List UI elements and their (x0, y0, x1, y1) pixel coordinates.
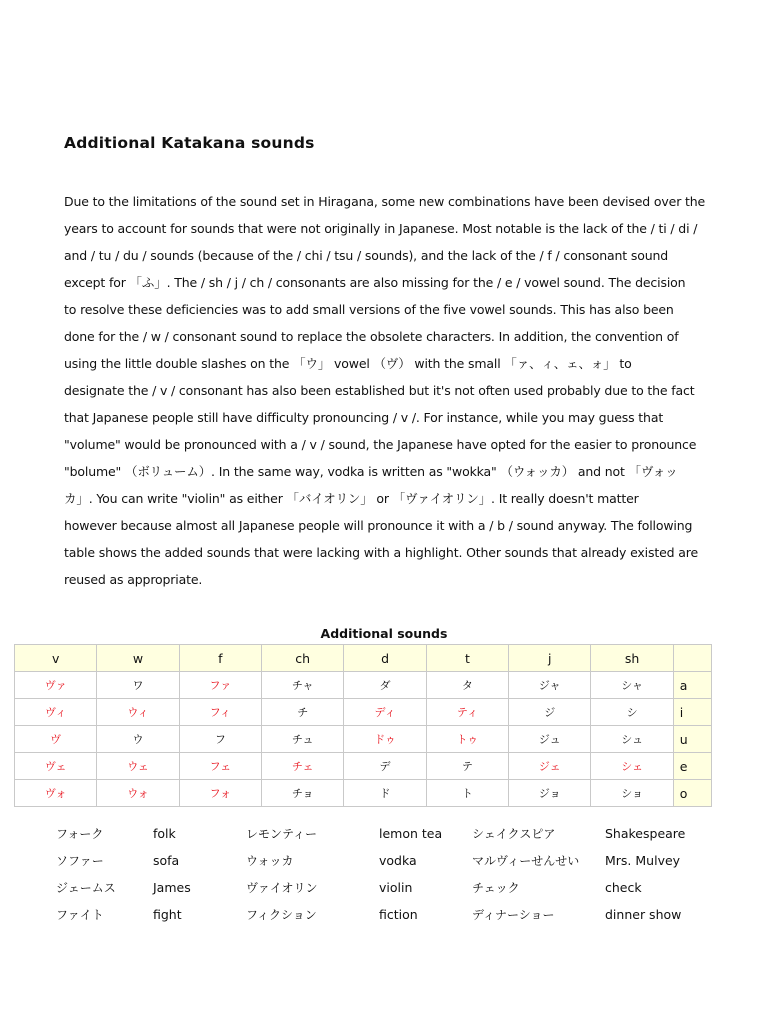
column-header: j (509, 645, 591, 672)
paragraph-line: years to account for sounds that were not originally in Japanese. Most notable is the lack of the / ti / di / (64, 221, 698, 236)
example-english: James (153, 880, 191, 895)
sound-cell: チョ (262, 780, 344, 807)
paragraph-line: designate the / v / consonant has also been established but it's not often used probably due to the fact (64, 383, 695, 398)
column-header: w (97, 645, 179, 672)
sound-cell: ト (426, 780, 508, 807)
column-header: sh (591, 645, 673, 672)
column-header (673, 645, 711, 672)
paragraph-line: using the little double slashes on the 「ウ」 vowel （ヴ） with the small 「ァ、ィ、ェ、ォ」 to (64, 356, 632, 371)
example-english: check (605, 880, 642, 895)
table-row (15, 753, 712, 780)
highlighted-sound-cell: トゥ (426, 726, 508, 753)
table-caption: Additional sounds (320, 626, 448, 641)
example-katakana: ディナーショー (472, 908, 555, 922)
sound-cell: シュ (591, 726, 673, 753)
highlighted-sound-cell: ジェ (509, 753, 591, 780)
highlighted-sound-cell: ヴェ (15, 753, 97, 780)
example-english: fight (153, 907, 182, 922)
example-english: fiction (379, 907, 418, 922)
example-row (56, 847, 715, 874)
column-header: f (179, 645, 261, 672)
paragraph-line: "volume" would be pronounced with a / v / sound, the Japanese have opted for the easier to pronounce (64, 437, 697, 452)
column-header: ch (262, 645, 344, 672)
example-words-table (56, 820, 715, 928)
highlighted-sound-cell: シェ (591, 753, 673, 780)
katakana-sounds-table (14, 644, 712, 807)
paragraph-line: "bolume" （ボリューム）. In the same way, vodka is written as "wokka" （ウォッカ） and not 「ヴォッ (64, 464, 678, 479)
sound-cell: チ (262, 699, 344, 726)
example-katakana: ヴァイオリン (246, 881, 318, 895)
highlighted-sound-cell: ウェ (97, 753, 179, 780)
column-header: d (344, 645, 426, 672)
highlighted-sound-cell: ヴォ (15, 780, 97, 807)
example-katakana: ファイト (56, 908, 104, 922)
paragraph-line: カ」. You can write "violin" as either 「バイオリン」 or 「ヴァイオリン」. It really doesn't matter (64, 491, 639, 506)
example-katakana: チェック (472, 881, 520, 895)
column-header: t (426, 645, 508, 672)
table-row (15, 780, 712, 807)
example-katakana: レモンティー (246, 827, 318, 841)
paragraph-line: table shows the added sounds that were lacking with a highlight. Other sounds that already existed are (64, 545, 699, 560)
page-title: Additional Katakana sounds (64, 134, 315, 152)
sound-cell: ワ (97, 672, 179, 699)
example-english: lemon tea (379, 826, 443, 841)
sound-cell: ジャ (509, 672, 591, 699)
highlighted-sound-cell: ヴァ (15, 672, 97, 699)
sound-cell: ダ (344, 672, 426, 699)
example-row (56, 820, 715, 847)
example-english: sofa (153, 853, 180, 868)
example-katakana: シェイクスピア (472, 827, 556, 841)
table-row (15, 699, 712, 726)
sound-cell: フ (179, 726, 261, 753)
highlighted-sound-cell: ディ (344, 699, 426, 726)
highlighted-sound-cell: ウォ (97, 780, 179, 807)
highlighted-sound-cell: ドゥ (344, 726, 426, 753)
table-header-row (15, 645, 712, 672)
example-english: folk (153, 826, 176, 841)
example-katakana: ジェームス (56, 881, 116, 895)
sound-cell: シャ (591, 672, 673, 699)
table-row (15, 672, 712, 699)
sound-cell: ジョ (509, 780, 591, 807)
paragraph-line: done for the / w / consonant sound to replace the obsolete characters. In addition, the convention of (64, 329, 679, 344)
vowel-label: u (673, 726, 711, 753)
paragraph-line: Due to the limitations of the sound set in Hiragana, some new combinations have been devised over the (64, 194, 706, 209)
highlighted-sound-cell: フィ (179, 699, 261, 726)
vowel-label: o (673, 780, 711, 807)
column-header: v (15, 645, 97, 672)
highlighted-sound-cell: ヴ (15, 726, 97, 753)
example-english: Mrs. Mulvey (605, 853, 681, 868)
highlighted-sound-cell: チェ (262, 753, 344, 780)
sound-cell: ジュ (509, 726, 591, 753)
paragraph-line: however because almost all Japanese people will pronounce it with a / b / sound anyway. The following (64, 518, 693, 533)
paragraph-line: and / tu / du / sounds (because of the / chi / tsu / sounds), and the lack of the / f / consonant sound (64, 248, 669, 263)
sound-cell: チュ (262, 726, 344, 753)
highlighted-sound-cell: フェ (179, 753, 261, 780)
highlighted-sound-cell: ティ (426, 699, 508, 726)
highlighted-sound-cell: ウィ (97, 699, 179, 726)
sound-cell: ジ (509, 699, 591, 726)
paragraph-line: except for 「ふ」. The / sh / j / ch / consonants are also missing for the / e / vowel sound. The decision (64, 275, 686, 290)
paragraph-line: reused as appropriate. (64, 572, 203, 587)
example-katakana: フィクション (246, 908, 317, 922)
example-english: violin (379, 880, 413, 895)
example-english: Shakespeare (605, 826, 686, 841)
example-katakana: ウォッカ (246, 854, 294, 868)
vowel-label: a (673, 672, 711, 699)
example-katakana: フォーク (56, 827, 104, 841)
sound-cell: チャ (262, 672, 344, 699)
example-katakana: マルヴィーせんせい (472, 854, 580, 868)
highlighted-sound-cell: ヴィ (15, 699, 97, 726)
sound-cell: タ (426, 672, 508, 699)
table-row (15, 726, 712, 753)
sound-cell: ウ (97, 726, 179, 753)
example-english: vodka (379, 853, 417, 868)
example-english: dinner show (605, 907, 682, 922)
example-row (56, 901, 715, 928)
sound-cell: シ (591, 699, 673, 726)
intro-paragraph (64, 188, 704, 593)
highlighted-sound-cell: フォ (179, 780, 261, 807)
vowel-label: i (673, 699, 711, 726)
highlighted-sound-cell: ファ (179, 672, 261, 699)
sound-cell: ド (344, 780, 426, 807)
example-katakana: ソファー (56, 854, 104, 868)
sound-cell: ショ (591, 780, 673, 807)
paragraph-line: to resolve these deficiencies was to add small versions of the five vowel sounds. This has also been (64, 302, 674, 317)
vowel-label: e (673, 753, 711, 780)
example-row (56, 874, 715, 901)
paragraph-line: that Japanese people still have difficulty pronouncing / v /. For instance, while you may guess that (64, 410, 664, 425)
sound-cell: テ (426, 753, 508, 780)
sound-cell: デ (344, 753, 426, 780)
